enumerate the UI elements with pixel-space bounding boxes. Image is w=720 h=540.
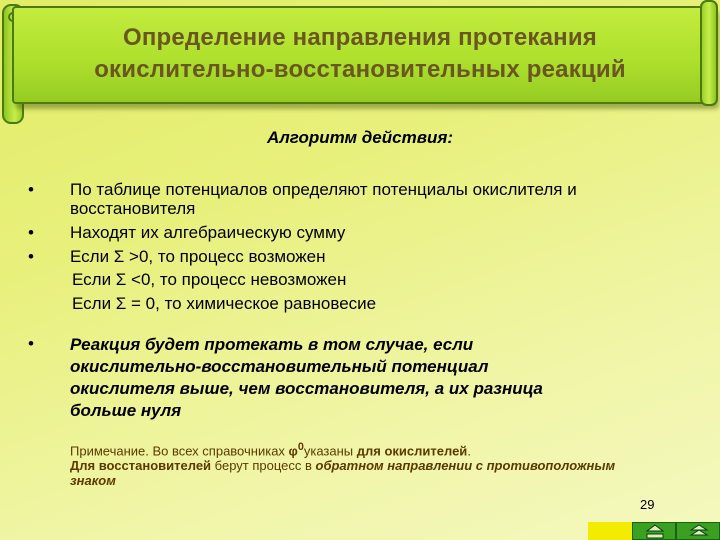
phi-superscript: 0	[297, 441, 304, 453]
note-text	[70, 440, 650, 488]
condition-line: больше нуля	[70, 401, 182, 420]
note-prefix: Примечание. Во всех справочниках	[70, 443, 289, 459]
title-line-2: окислительно-восстановительных реакций	[94, 56, 626, 83]
last-slide-icon	[689, 524, 709, 540]
note-end: .	[467, 443, 471, 459]
bullet-marker: •	[28, 180, 34, 199]
last-slide-button[interactable]	[676, 522, 720, 540]
condition-line: окислителя выше, чем восстановителя, а их разница	[70, 379, 543, 398]
bullet-marker: •	[28, 247, 34, 266]
next-slide-icon	[645, 524, 665, 540]
list-item-line: Находят их алгебраическую сумму	[70, 223, 346, 242]
list-item-line: Если Σ >0, то процесс возможен	[70, 247, 326, 266]
title-line-1: Определение направления протекания	[122, 24, 597, 51]
list-item	[28, 247, 698, 266]
condition-line: окислительно-восстановительный потенциал	[70, 357, 489, 376]
page-number: 29	[640, 497, 655, 512]
list-item-line: восстановителя	[70, 199, 196, 218]
list-item	[28, 223, 698, 242]
condition-negative: Если Σ <0, то процесс невозможен	[72, 270, 347, 289]
prev-slide-button[interactable]	[588, 522, 632, 540]
title-scroll-banner	[0, 0, 720, 120]
list-item	[28, 180, 698, 218]
bullet-marker: •	[28, 223, 34, 242]
reaction-condition-item	[28, 334, 668, 422]
note-for-reducers: Для восстановителей	[70, 458, 212, 474]
note-reverse-direction: обратном направлении с противоположным знаком	[70, 458, 616, 489]
condition-line: Реакция будет протекать в том случае, если	[70, 335, 474, 354]
algorithm-list	[28, 180, 698, 316]
note-take-process: берут процесс в	[211, 458, 316, 474]
slide-title	[30, 22, 690, 86]
list-item-line: По таблице потенциалов определяют потенциалы окислителя и	[70, 180, 577, 199]
next-slide-button[interactable]	[632, 522, 676, 540]
slide-navigation	[588, 522, 720, 540]
note-for-oxidizers: для окислителей	[356, 443, 468, 459]
note-mid: указаны	[303, 443, 357, 459]
algorithm-heading: Алгоритм действия:	[266, 128, 454, 147]
condition-zero: Если Σ = 0, то химическое равновесие	[72, 294, 377, 313]
phi-symbol: φ	[288, 443, 298, 459]
scroll-curl-right	[700, 0, 718, 106]
bullet-marker: •	[28, 334, 34, 353]
